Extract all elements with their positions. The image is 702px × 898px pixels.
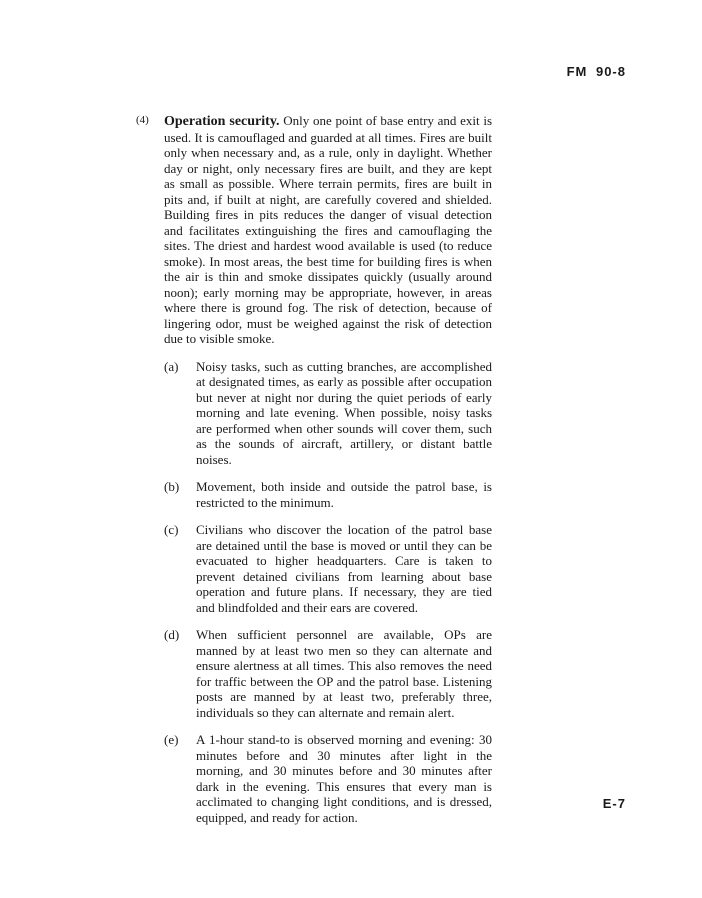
sub-item-a xyxy=(164,359,492,468)
sub-item-text: Movement, both inside and outside the patrol base, is restricted to the minimum. xyxy=(196,479,492,510)
paragraph-body xyxy=(164,113,492,347)
paragraph-number: (4) xyxy=(136,114,149,126)
sub-item-label: (a) xyxy=(164,358,179,374)
paragraph-title: Operation security. xyxy=(164,114,280,129)
sub-item-text: Noisy tasks, such as cutting branches, are accomplished at designated times, as early as possible after occupation but never at night nor during the quiet periods of early morning and late evening. When possible, noisy tasks are performed when other sounds will cover them, such as the sounds of aircraft, artillery, or distant battle noises. xyxy=(196,358,492,467)
page-number: E-7 xyxy=(602,796,626,811)
sub-item-e xyxy=(164,732,492,825)
sub-item-text: When sufficient personnel are available, OPs are manned by at least two men so they can alternate and ensure alertness at all times. This also removes the need for traffic between the OP and the patrol base. Listening posts are manned by at least two, preferably three, individuals so they can alternate and remain alert. xyxy=(196,627,492,720)
sub-item-text: Civilians who discover the location of the patrol base are detained until the base is moved or until they can be evacuated to higher headquarters. Care is taken to prevent detained civilians from learning about base operation and future plans. If necessary, they are tied and blindfolded and their ears are covered. xyxy=(196,522,492,615)
sub-item-c xyxy=(164,522,492,615)
sub-item-label: (b) xyxy=(164,479,180,494)
sub-item-d xyxy=(164,627,492,720)
sub-item-b xyxy=(164,479,492,510)
page-header-manual-id: FM 90-8 xyxy=(566,64,626,79)
sub-item-list xyxy=(164,359,492,826)
sub-item-label: (d) xyxy=(164,627,180,642)
sub-item-label: (e) xyxy=(164,732,179,747)
paragraph-text: Only one point of base entry and exit is used. It is camouflaged and guarded at all times. Fires are built only when necessary and, as a rule, only in daylight. Whether day or night, only necessary fires are built, and they are kept as small as possible. Where terrain permits, fires are built in pits and, if built at night, are carefully covered and shielded. Building fires in pits reduces the danger of visual detection and facilitates extinguishing the fires and camouflaging the sites. The driest and hardest wood available is used (to reduce smoke). In most areas, the best time for building fires is when the air is thin and smoke dissipates quickly (usually around noon); early morning may be appropriate, however, in areas where there is ground fog. The risk of detection, because of lingering odor, must be weighed against the risk of detection due to visible smoke. xyxy=(164,113,492,346)
sub-item-label: (c) xyxy=(164,522,179,537)
sub-item-text: A 1-hour stand-to is observed morning and evening: 30 minutes before and 30 minutes after light in the morning, and 30 minutes before and 30 minutes after dark in the evening. This ensures that every man is acclimated to changing light conditions, and is dressed, equipped, and ready for action. xyxy=(196,732,492,825)
document-body xyxy=(136,113,492,837)
paragraph-operation-security xyxy=(136,113,492,347)
